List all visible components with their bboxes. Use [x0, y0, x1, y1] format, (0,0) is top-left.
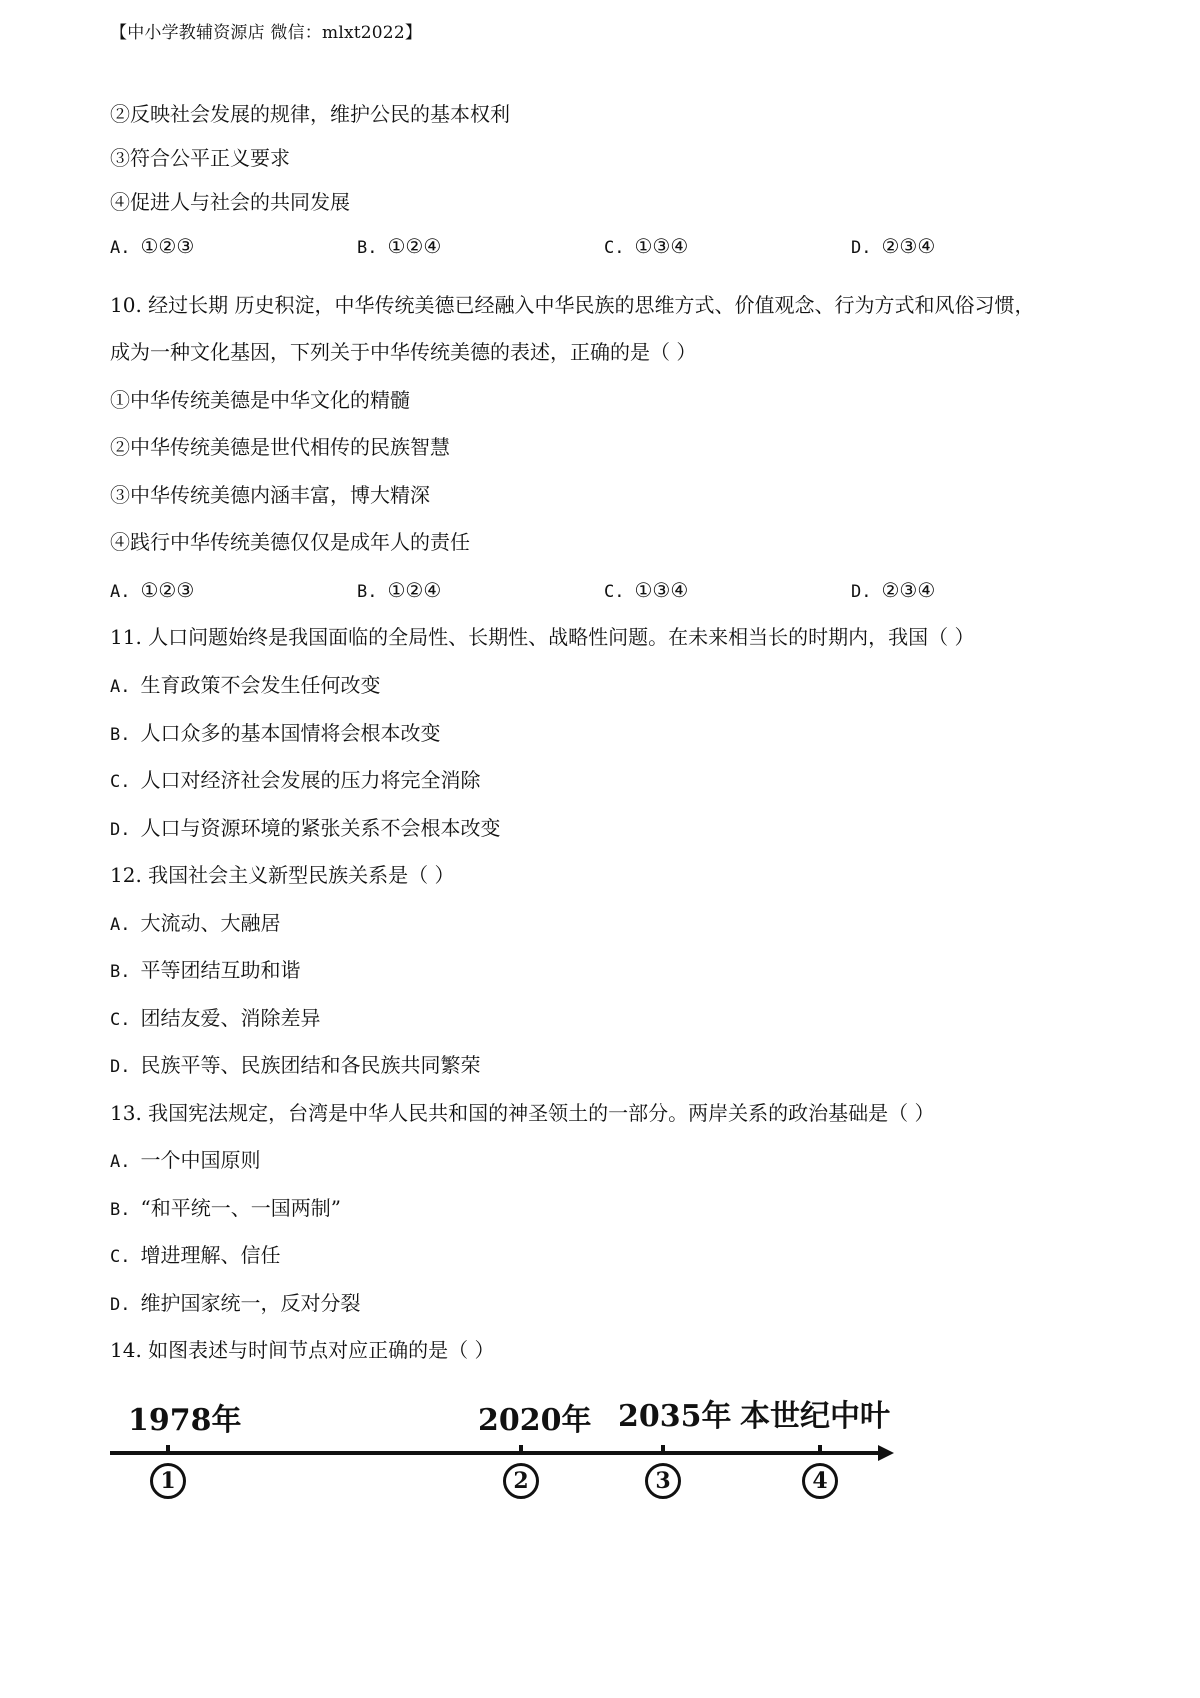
option-letter: D. [851, 238, 872, 258]
choice-letter: C. [110, 1247, 131, 1267]
q12-choice-c [110, 1004, 320, 1034]
timeline-marker-4: 4 [802, 1463, 838, 1499]
q9-option-d [851, 232, 935, 262]
timeline-label-2035: 2035年 [618, 1399, 732, 1434]
timeline-label-2020: 2020年 [478, 1403, 592, 1438]
timeline-figure [100, 1395, 900, 1525]
choice-letter: B. [110, 1200, 131, 1220]
q10-option-d [851, 576, 935, 606]
choice-text: 一个中国原则 [140, 1148, 261, 1172]
q10-option-c [604, 576, 688, 606]
choice-letter: D. [110, 1057, 131, 1077]
q9-options [110, 232, 1010, 260]
choice-text: 团结友爱、消除差异 [140, 1006, 321, 1030]
q13-stem: 13. 我国宪法规定，台湾是中华人民共和国的神圣领土的一部分。两岸关系的政治基础是（ ） [110, 1101, 935, 1125]
choice-text: 大流动、大融居 [140, 911, 281, 935]
q10-item-4: ④践行中华传统美德仅仅是成年人的责任 [110, 530, 470, 554]
q13-choice-c [110, 1241, 280, 1271]
q13-choice-b [110, 1194, 341, 1224]
q12-choice-b [110, 956, 300, 986]
choice-letter: A. [110, 1152, 131, 1172]
q9-option-c [604, 232, 688, 262]
timeline-arrow-head [878, 1445, 894, 1461]
q14-stem: 14. 如图表述与时间节点对应正确的是（ ） [110, 1338, 495, 1362]
choice-letter: D. [110, 1295, 131, 1315]
option-text: ①②④ [387, 234, 442, 258]
q11-choice-c [110, 766, 480, 796]
option-text: ②③④ [881, 234, 936, 258]
choice-text: 维护国家统一，反对分裂 [140, 1291, 361, 1315]
q11-stem: 11. 人口问题始终是我国面临的全局性、长期性、战略性问题。在未来相当长的时期内，我国（ ） [110, 625, 975, 649]
option-text: ①②③ [140, 578, 195, 602]
timeline-tick [519, 1445, 523, 1453]
q13-choice-a [110, 1146, 260, 1176]
option-text: ①③④ [634, 234, 689, 258]
option-letter: C. [604, 582, 625, 602]
q9-option-a [110, 232, 194, 262]
option-letter: B. [357, 582, 378, 602]
choice-letter: C. [110, 1010, 131, 1030]
q9-item-4: ④促进人与社会的共同发展 [110, 190, 350, 214]
choice-letter: B. [110, 962, 131, 982]
option-text: ①③④ [634, 578, 689, 602]
choice-letter: A. [110, 677, 131, 697]
q10-option-a [110, 576, 194, 606]
option-text: ①②③ [140, 234, 195, 258]
q10-item-2: ②中华传统美德是世代相传的民族智慧 [110, 435, 450, 459]
q13-choice-d [110, 1289, 360, 1319]
q10-stem-line1: 10. 经过长期 历史积淀，中华传统美德已经融入中华民族的思维方式、价值观念、行为方式和风俗习惯， [110, 293, 1035, 317]
q10-stem-line2: 成为一种文化基因，下列关于中华传统美德的表述，正确的是（ ） [110, 340, 697, 364]
choice-text: 平等团结互助和谐 [140, 958, 301, 982]
choice-text: 生育政策不会发生任何改变 [140, 673, 381, 697]
timeline-marker-2: 2 [503, 1463, 539, 1499]
timeline-tick [818, 1445, 822, 1453]
q10-item-1: ①中华传统美德是中华文化的精髓 [110, 388, 410, 412]
timeline-axis [110, 1451, 880, 1455]
timeline-tick [166, 1445, 170, 1453]
option-letter: A. [110, 238, 131, 258]
choice-text: “和平统一、一国两制” [140, 1196, 341, 1220]
choice-letter: D. [110, 820, 131, 840]
timeline-marker-3: 3 [645, 1463, 681, 1499]
option-letter: C. [604, 238, 625, 258]
q10-option-b [357, 576, 441, 606]
option-text: ①②④ [387, 578, 442, 602]
q10-options [110, 576, 1010, 604]
q12-choice-d [110, 1051, 480, 1081]
q9-option-b [357, 232, 441, 262]
choice-text: 人口对经济社会发展的压力将完全消除 [140, 768, 481, 792]
timeline-label-1978: 1978年 [128, 1403, 242, 1438]
option-letter: A. [110, 582, 131, 602]
timeline-label-mid-century: 本世纪中叶 [740, 1399, 890, 1434]
q9-item-2: ②反映社会发展的规律，维护公民的基本权利 [110, 102, 510, 126]
q11-choice-a [110, 671, 380, 701]
option-letter: D. [851, 582, 872, 602]
q12-stem: 12. 我国社会主义新型民族关系是（ ） [110, 863, 455, 887]
choice-text: 增进理解、信任 [140, 1243, 281, 1267]
choice-letter: A. [110, 915, 131, 935]
q11-choice-d [110, 814, 500, 844]
timeline-tick [661, 1445, 665, 1453]
page-header: 【中小学教辅资源店 微信：mlxt2022】 [110, 23, 423, 43]
q9-item-3: ③符合公平正义要求 [110, 146, 290, 170]
q11-choice-b [110, 719, 440, 749]
choice-text: 民族平等、民族团结和各民族共同繁荣 [140, 1053, 481, 1077]
option-letter: B. [357, 238, 378, 258]
choice-text: 人口与资源环境的紧张关系不会根本改变 [140, 816, 501, 840]
choice-text: 人口众多的基本国情将会根本改变 [140, 721, 441, 745]
q10-item-3: ③中华传统美德内涵丰富，博大精深 [110, 483, 430, 507]
choice-letter: B. [110, 725, 131, 745]
timeline-marker-1: 1 [150, 1463, 186, 1499]
q12-choice-a [110, 909, 280, 939]
option-text: ②③④ [881, 578, 936, 602]
choice-letter: C. [110, 772, 131, 792]
